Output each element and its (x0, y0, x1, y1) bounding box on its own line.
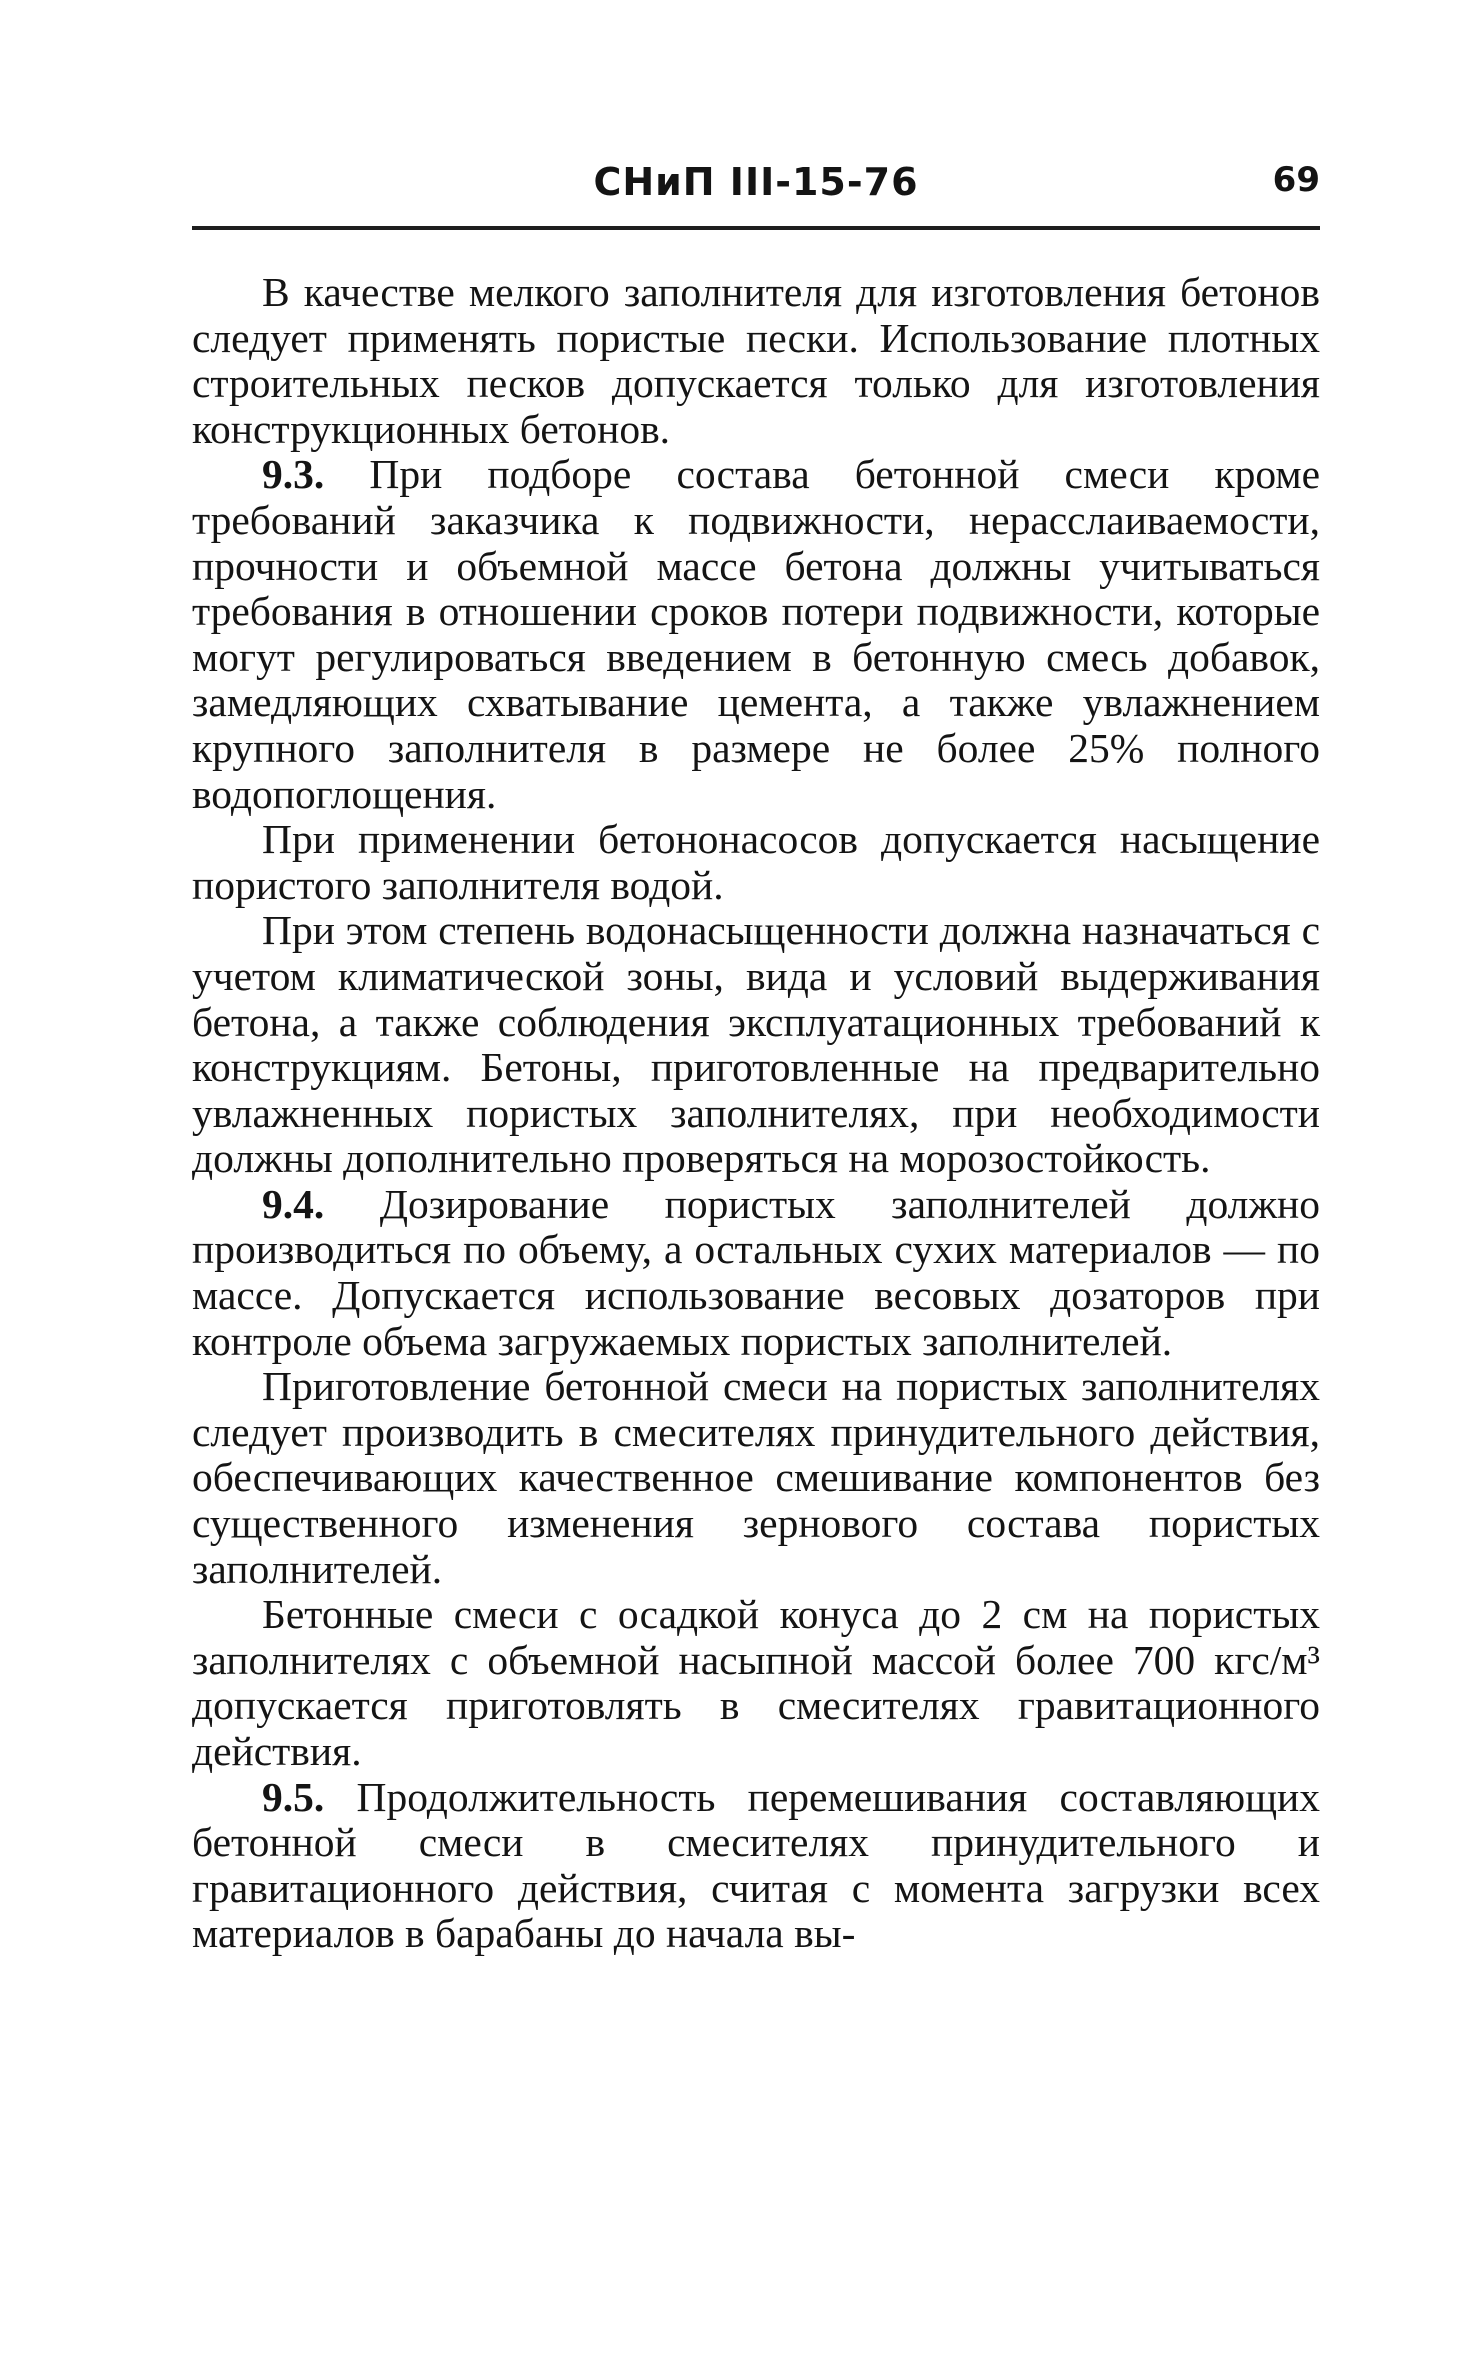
paragraph-text: Приготовление бетонной смеси на пористых заполнителях следует производить в смесителях принудительного действия, обеспечивающих качественное смешивание компонентов без существенного изменения зернового состава пористых заполнителей. (192, 1363, 1320, 1592)
paragraph-text: Бетонные смеси с осадкой конуса до 2 см на пористых заполнителях с объемной насыпной массой более 700 кгс/м³ допускается приготовлять в смесителях гравитационного действия. (192, 1591, 1320, 1774)
paragraph (192, 817, 1320, 908)
section-number: 9.4. (262, 1180, 325, 1227)
header-divider (192, 226, 1320, 230)
document-code: СНиП III-15-76 (593, 160, 919, 204)
paragraph-text: При этом степень водонасыщенности должна назначаться с учетом климатической зоны, вида и условий выдерживания бетона, а также соблюдения эксплуатационных требований к конструкциям. Бетоны, приготовленные на предварительно увлажненных пористых заполнителях, при необходимости должны дополнительно проверяться на морозостойкость. (192, 907, 1320, 1182)
page-header (192, 150, 1320, 226)
paragraph (192, 1775, 1320, 1957)
paragraph (192, 1364, 1320, 1592)
paragraph (192, 1592, 1320, 1774)
paragraph (192, 452, 1320, 817)
section-number: 9.3. (262, 451, 325, 498)
document-page (192, 150, 1320, 1957)
body-text (192, 270, 1320, 1957)
page-number: 69 (1272, 160, 1320, 200)
paragraph (192, 270, 1320, 452)
paragraph-text: В качестве мелкого заполнителя для изготовления бетонов следует применять пористые пески. Использование плотных строительных песков допускается только для изготовления конструкционных бетонов. (192, 269, 1320, 452)
paragraph (192, 1182, 1320, 1364)
paragraph-text: При подборе состава бетонной смеси кроме требований заказчика к подвижности, нерасслаиваемости, прочности и объемной массе бетона должны учитываться требования в отношении сроков потери подвижности, которые могут регулироваться введением в бетонную смесь добавок, замедляющих схватывание цемента, а также увлажнением крупного заполнителя в размере не более 25% полного водопоглощения. (192, 451, 1321, 817)
paragraph-text: Продолжительность перемешивания составляющих бетонной смеси в смесителях принудительного и гравитационного действия, считая с момента загрузки всех материалов в барабаны до начала вы- (192, 1773, 1321, 1957)
paragraph (192, 908, 1320, 1182)
paragraph-text: При применении бетононасосов допускается насыщение пористого заполнителя водой. (192, 816, 1320, 908)
paragraph-text: Дозирование пористых заполнителей должно производиться по объему, а остальных сухих материалов — по массе. Допускается использование весовых дозаторов при контроле объема загружаемых пористых заполнителей. (192, 1180, 1320, 1364)
section-number: 9.5. (262, 1773, 325, 1820)
